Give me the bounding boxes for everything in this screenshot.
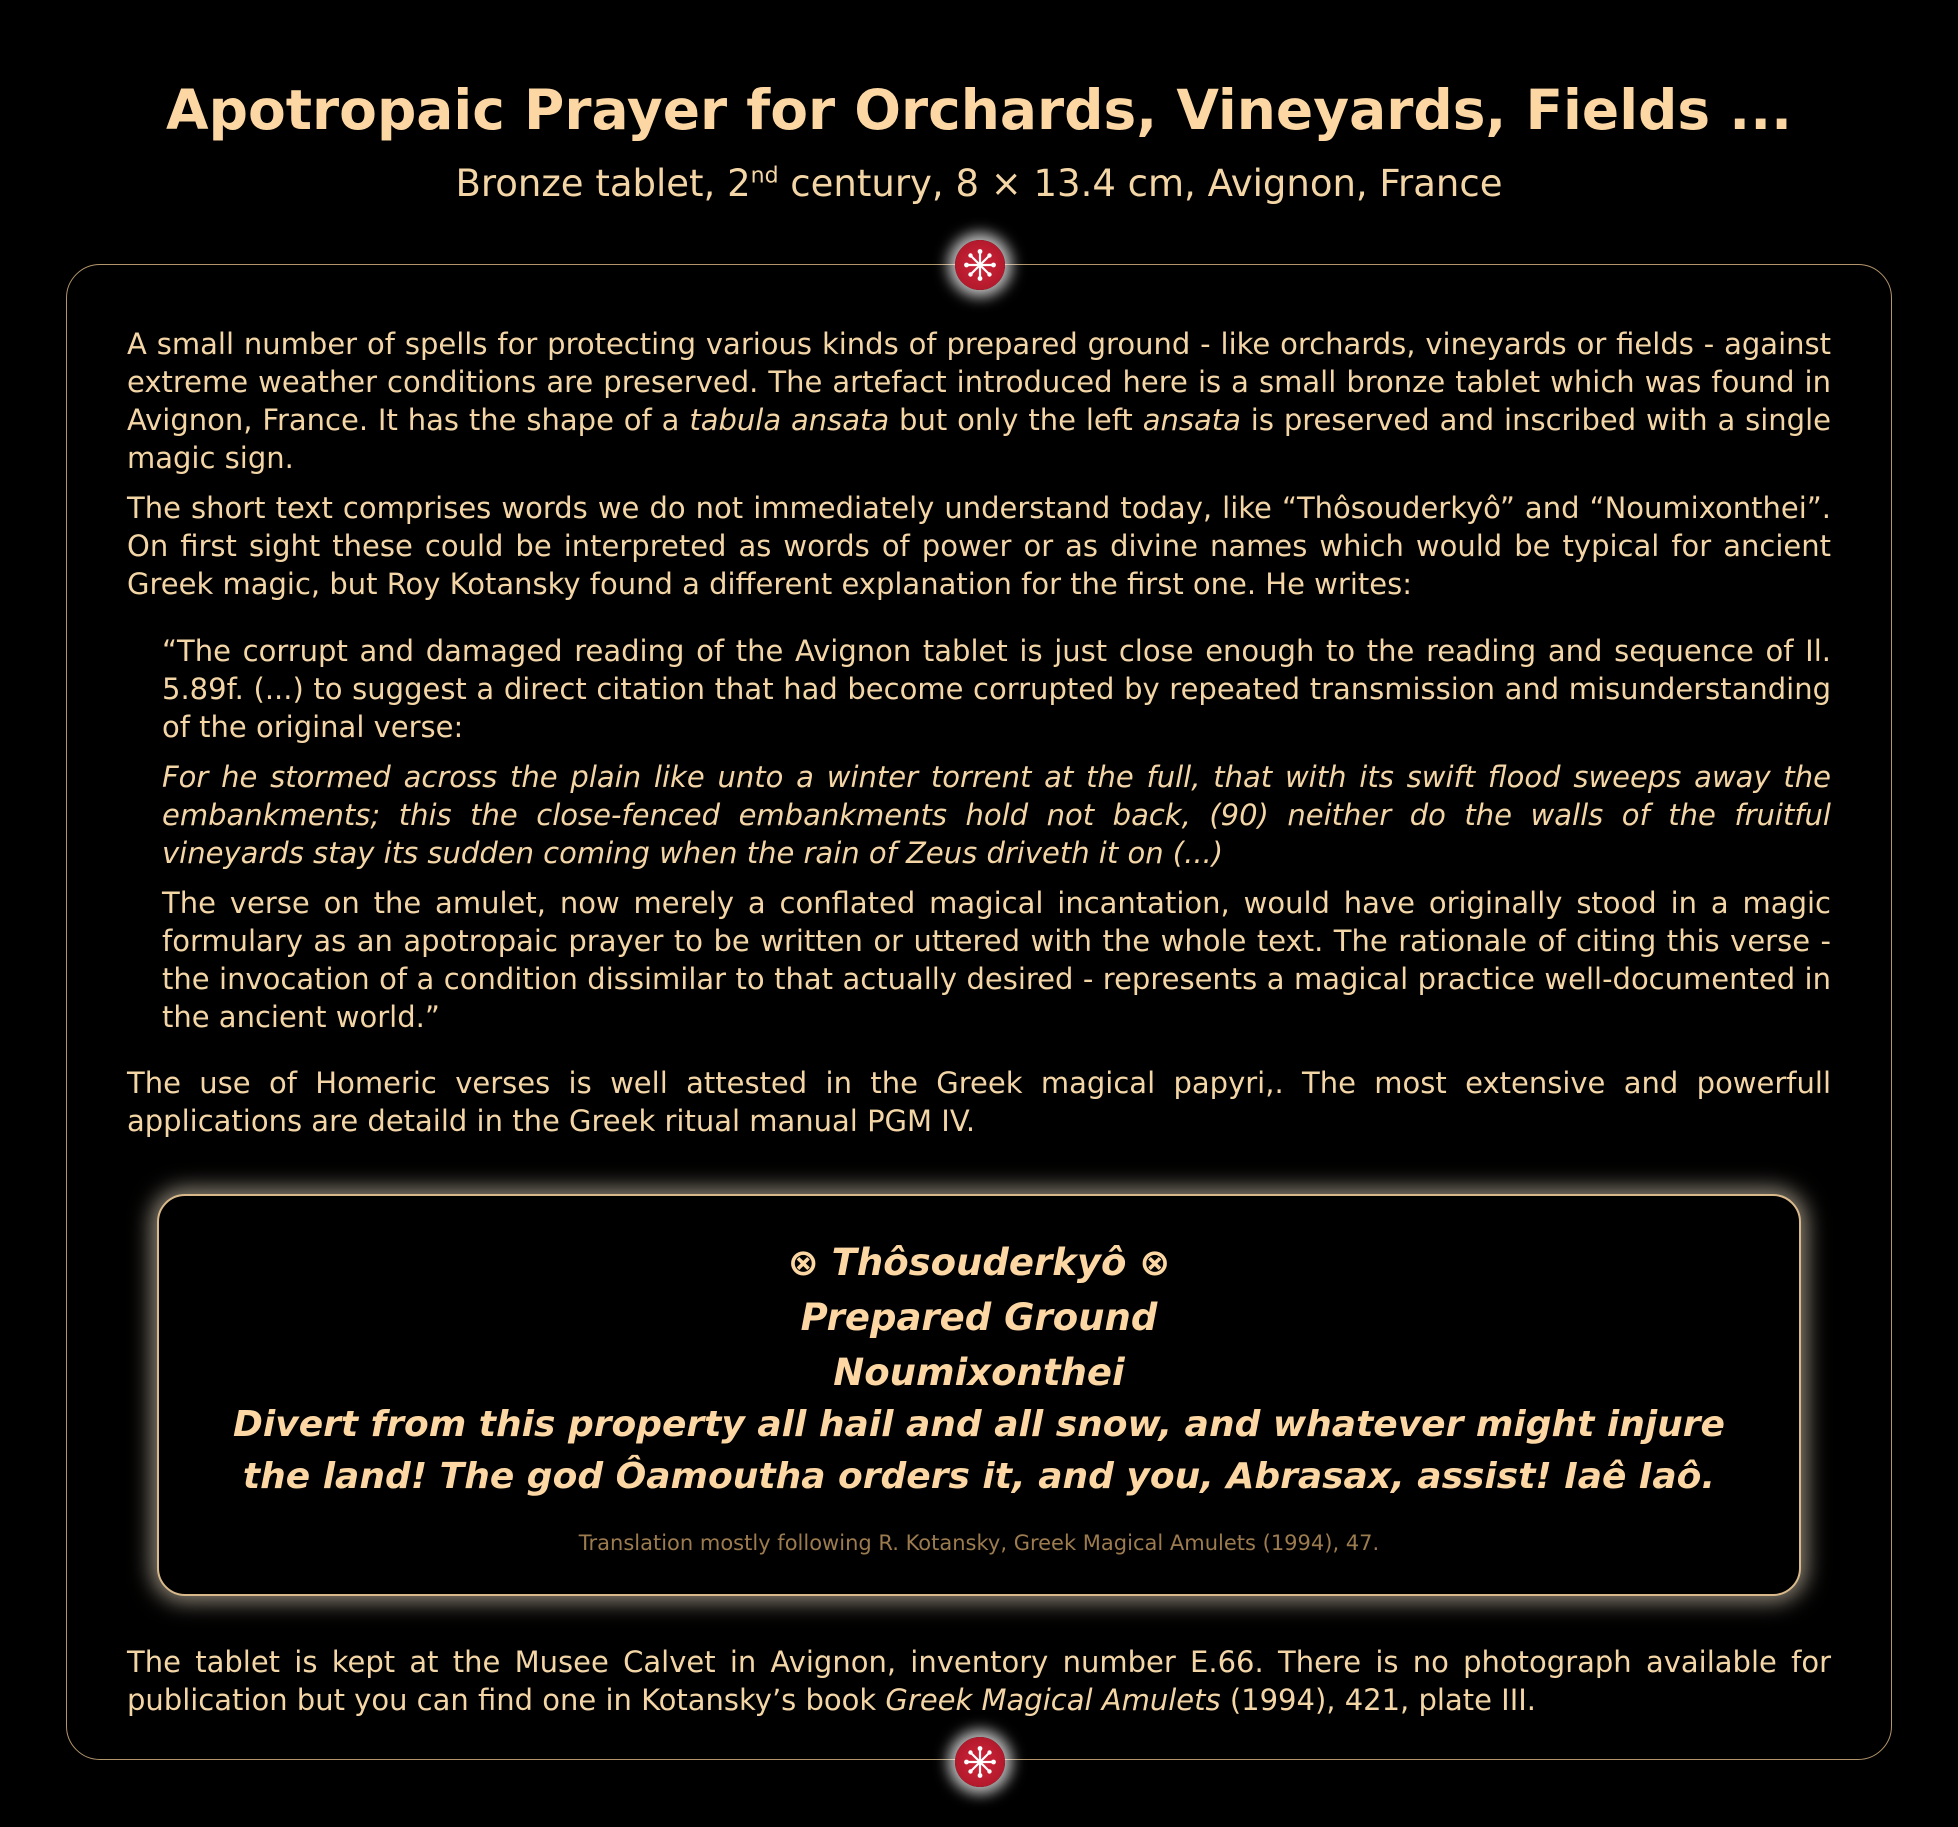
subtitle-text: Bronze tablet, 2	[455, 162, 751, 205]
magic-sign-icon	[955, 1737, 1005, 1787]
subtitle-text-rest: century, 8 × 13.4 cm, Avignon, France	[778, 162, 1503, 205]
spell-line-2: Prepared Ground	[800, 1296, 1158, 1339]
page-subtitle	[0, 162, 1958, 205]
intro-paragraph-2: The short text comprises words we do not immediately understand today, like “Thôsouderkyô” and “Noumixonthei”. On first sight these could be interpreted as words of power or as divine names which would be typical for ancient Greek magic, but Roy Kotansky found a different explanation for the first one. He writes:	[127, 491, 1831, 601]
intro-section	[127, 325, 1831, 603]
intro-paragraph-1: A small number of spells for protecting various kinds of prepared ground - like orchards, vineyards or fields - against extreme weather conditions are preserved. The artefact introduced here is a small bronze tablet which was found in Avignon, France. It has the shape of a tabula ansata but only the left ansata is preserved and inscribed with a single magic sign.	[127, 327, 1831, 475]
spell-line-3: Noumixonthei	[833, 1351, 1125, 1394]
subtitle-ordinal: nd	[750, 163, 779, 189]
homer-verse: For he stormed across the plain like unto a winter torrent at the full, that with its swift flood sweeps away the embankments; this the close-fenced embankments hold not back, (90) neither do the walls of the fruitful vineyards stay its sudden coming when the rain of Zeus driveth it on (...)	[162, 760, 1831, 870]
homeric-paragraph	[127, 1064, 1831, 1140]
spell-line-1: ⊗ Thôsouderkyô ⊗	[787, 1241, 1171, 1284]
page-title: Apotropaic Prayer for Orchards, Vineyards, Fields ...	[166, 78, 1792, 142]
spell-box	[157, 1194, 1801, 1596]
quote-paragraph-3: The verse on the amulet, now merely a conflated magical incantation, would have originally stood in a magic formulary as an apotropaic prayer to be written or uttered with the whole text. The rationale of citing this verse - the invocation of a condition dissimilar to that actually desired - represents a magical practice well-documented in the ancient world.”	[162, 886, 1831, 1034]
closing-text: The tablet is kept at the Musee Calvet in Avignon, inventory number E.66. There is no photograph available for publication but you can find one in Kotansky’s book Greek Magical Amulets (1994), 421, plate III.	[127, 1645, 1831, 1717]
closing-paragraph	[127, 1643, 1831, 1719]
kotansky-quote	[162, 632, 1831, 1036]
magic-sign-icon	[955, 240, 1005, 290]
quote-paragraph-1: “The corrupt and damaged reading of the Avignon tablet is just close enough to the reading and sequence of Il. 5.89f. (...) to suggest a direct citation that had become corrupted by repeated transmission and misunderstanding of the original verse:	[162, 634, 1831, 744]
book-title: Greek Magical Amulets	[885, 1683, 1221, 1717]
spell-line-5: the land! The god Ôamoutha orders it, and you, Abrasax, assist! Iaê Iaô.	[242, 1456, 1716, 1497]
translation-credit: Translation mostly following R. Kotansky, Greek Magical Amulets (1994), 47.	[578, 1531, 1380, 1555]
italic-term: ansata	[1142, 403, 1241, 437]
italic-term: tabula ansata	[689, 403, 890, 437]
spell-line-4: Divert from this property all hail and all snow, and whatever might injure	[233, 1404, 1725, 1445]
homeric-text: The use of Homeric verses is well attested in the Greek magical papyri,. The most extensive and powerfull applications are detaild in the Greek ritual manual PGM IV.	[127, 1066, 1831, 1138]
